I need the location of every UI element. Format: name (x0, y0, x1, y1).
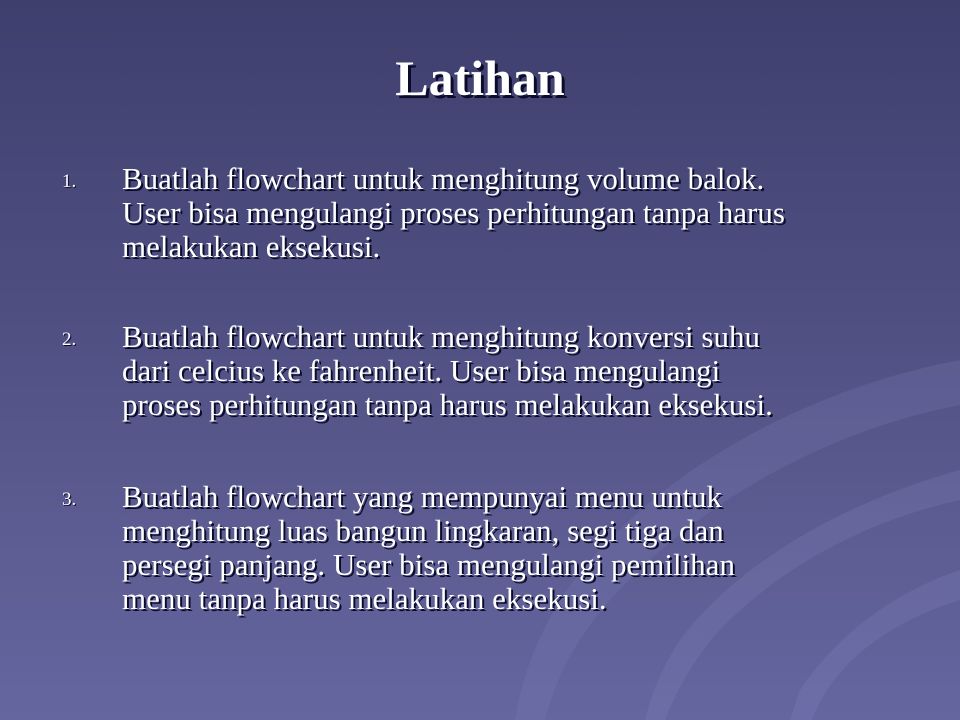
item-line: Buatlah flowchart yang mempunyai menu untuk (122, 479, 723, 514)
item-text (122, 320, 922, 422)
item-line: dari celcius ke fahrenheit. User bisa mengulangi (122, 353, 721, 388)
item-number: 1. (62, 171, 77, 192)
item-line: persegi panjang. User bisa mengulangi pemilihan (122, 547, 735, 582)
item-line: Buatlah flowchart untuk menghitung konversi suhu (122, 319, 760, 354)
item-text (122, 480, 922, 616)
slide-title: Latihan (395, 50, 565, 106)
item-number: 2. (62, 329, 77, 350)
item-text (122, 162, 922, 264)
item-line: menu tanpa harus melakukan eksekusi. (122, 581, 607, 616)
item-line: Buatlah flowchart untuk menghitung volume balok. (122, 161, 765, 196)
item-line: melakukan eksekusi. (122, 229, 381, 264)
item-number: 3. (62, 489, 77, 510)
item-line: User bisa mengulangi proses perhitungan tanpa harus (122, 195, 785, 230)
item-line: menghitung luas bangun lingkaran, segi tiga dan (122, 513, 724, 548)
item-line: proses perhitungan tanpa harus melakukan eksekusi. (122, 387, 773, 422)
